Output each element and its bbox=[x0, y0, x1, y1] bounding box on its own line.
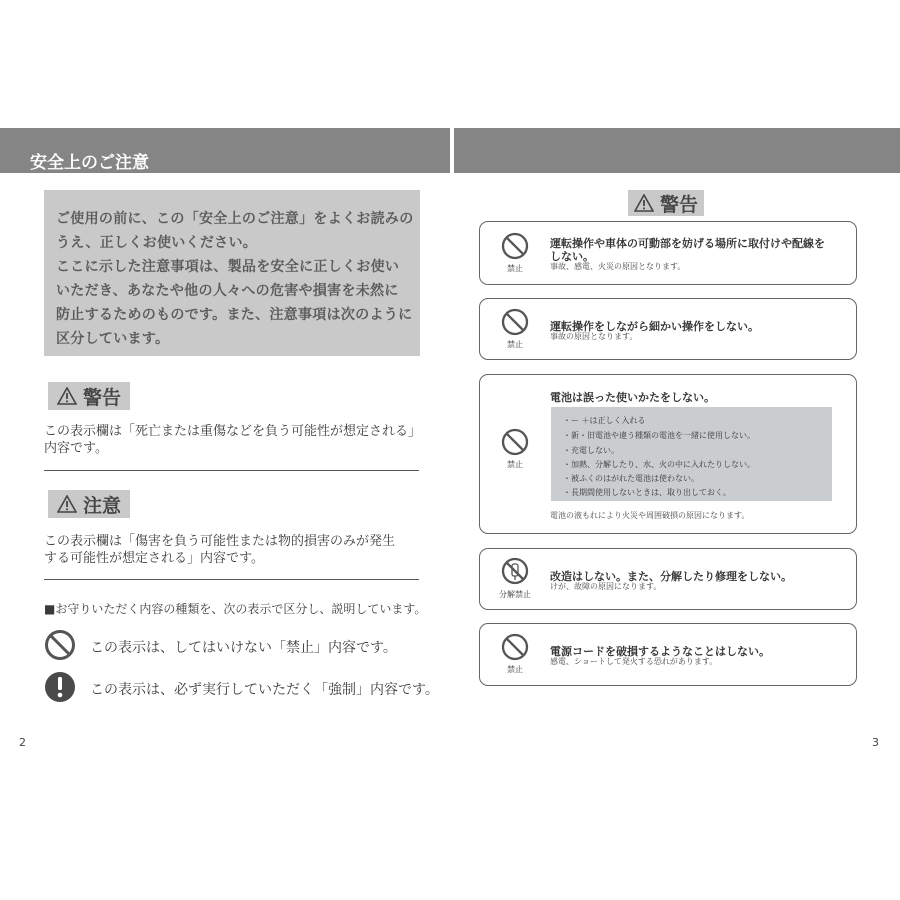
bullet-item: ・被ふくのはがれた電池は使わない。 bbox=[563, 474, 699, 483]
card-subtext: 事故、感電、火災の原因となります。 bbox=[550, 262, 686, 271]
bullet-item: ・長期間使用しないときは、取り出しておく。 bbox=[563, 488, 731, 497]
mandatory-text: この表示は、必ず実行していただく「強制」内容です。 bbox=[90, 682, 439, 698]
intro-line: 区分しています。 bbox=[56, 331, 170, 347]
right-header-bar bbox=[454, 128, 900, 173]
card-subtext: 電池の液もれにより火災や周囲破損の原因になります。 bbox=[550, 511, 750, 520]
card-title: 電源コードを破損するようなことはしない。 bbox=[550, 645, 770, 658]
intro-line: ご使用の前に、この「安全上のご注意」をよくお読みの bbox=[56, 211, 414, 227]
warning-triangle-icon bbox=[57, 387, 77, 405]
page-number-left: 2 bbox=[19, 736, 26, 749]
card-title: 運転操作をしながら細かい操作をしない。 bbox=[550, 320, 759, 333]
warning-card bbox=[479, 221, 857, 285]
bullet-item: ・加熱、分解したり、水、火の中に入れたりしない。 bbox=[563, 460, 755, 469]
icon-label: 禁止 bbox=[507, 460, 523, 469]
warning-label: 警告 bbox=[82, 386, 121, 409]
caution-heading bbox=[48, 490, 130, 518]
right-warning-heading bbox=[628, 190, 704, 216]
warning-triangle-icon bbox=[634, 194, 654, 212]
card-subtext: けが、故障の原因になります。 bbox=[550, 582, 662, 591]
intro-line: うえ、正しくお使いください。 bbox=[56, 235, 258, 251]
bullet-item: ・ー ＋は正しく入れる bbox=[563, 416, 646, 425]
caution-description: する可能性が想定される」内容です。 bbox=[44, 551, 264, 566]
card-title: 改造はしない。また、分解したり修理をしない。 bbox=[550, 570, 792, 583]
card-subtext: 事故の原因となります。 bbox=[550, 332, 638, 341]
intro-line: ここに示した注意事項は、製品を安全に正しくお使い bbox=[56, 259, 400, 275]
icon-label: 禁止 bbox=[507, 340, 523, 349]
icon-label: 禁止 bbox=[507, 665, 523, 674]
card-title: しない。 bbox=[550, 250, 594, 263]
warning-triangle-icon bbox=[57, 495, 77, 513]
icon-label: 分解禁止 bbox=[499, 590, 531, 599]
warning-label: 警告 bbox=[659, 193, 698, 216]
prohibit-icon bbox=[44, 629, 76, 661]
no-disassembly-icon bbox=[501, 557, 529, 585]
page-number-right: 3 bbox=[872, 736, 879, 749]
warning-heading bbox=[48, 382, 130, 410]
intro-line: 防止するためのものです。また、注意事項は次のように bbox=[56, 307, 413, 323]
divider bbox=[44, 470, 419, 471]
icon-label: 禁止 bbox=[507, 264, 523, 273]
prohibit-text: この表示は、してはいけない「禁止」内容です。 bbox=[90, 640, 397, 656]
card-title: 電池は誤った使いかたをしない。 bbox=[550, 391, 715, 404]
card-subtext: 感電、ショートして発火する恐れがあります。 bbox=[550, 657, 718, 666]
prohibit-icon bbox=[501, 232, 529, 260]
prohibit-icon bbox=[501, 428, 529, 456]
bullet-item: ・新・旧電池や違う種類の電池を一緒に使用しない。 bbox=[563, 431, 755, 440]
prohibit-icon bbox=[501, 633, 529, 661]
intro-line: いただき、あなたや他の人々への危害や損害を未然に bbox=[56, 283, 399, 299]
warning-description: 内容です。 bbox=[44, 441, 108, 456]
notice-text: ■お守りいただく内容の種類を、次の表示で区分し、説明しています。 bbox=[44, 602, 427, 616]
divider bbox=[44, 579, 419, 580]
page-title: 安全上のご注意 bbox=[30, 153, 149, 173]
bullet-item: ・充電しない。 bbox=[563, 446, 619, 455]
caution-description: この表示欄は「傷害を負う可能性または物的損害のみが発生 bbox=[44, 534, 396, 549]
prohibit-icon bbox=[501, 308, 529, 336]
mandatory-icon bbox=[44, 671, 76, 703]
warning-description: この表示欄は「死亡または重傷などを負う可能性が想定される」 bbox=[44, 424, 422, 439]
caution-label: 注意 bbox=[82, 494, 121, 517]
card-title: 運転操作や車体の可動部を妨げる場所に取付けや配線を bbox=[550, 237, 825, 250]
